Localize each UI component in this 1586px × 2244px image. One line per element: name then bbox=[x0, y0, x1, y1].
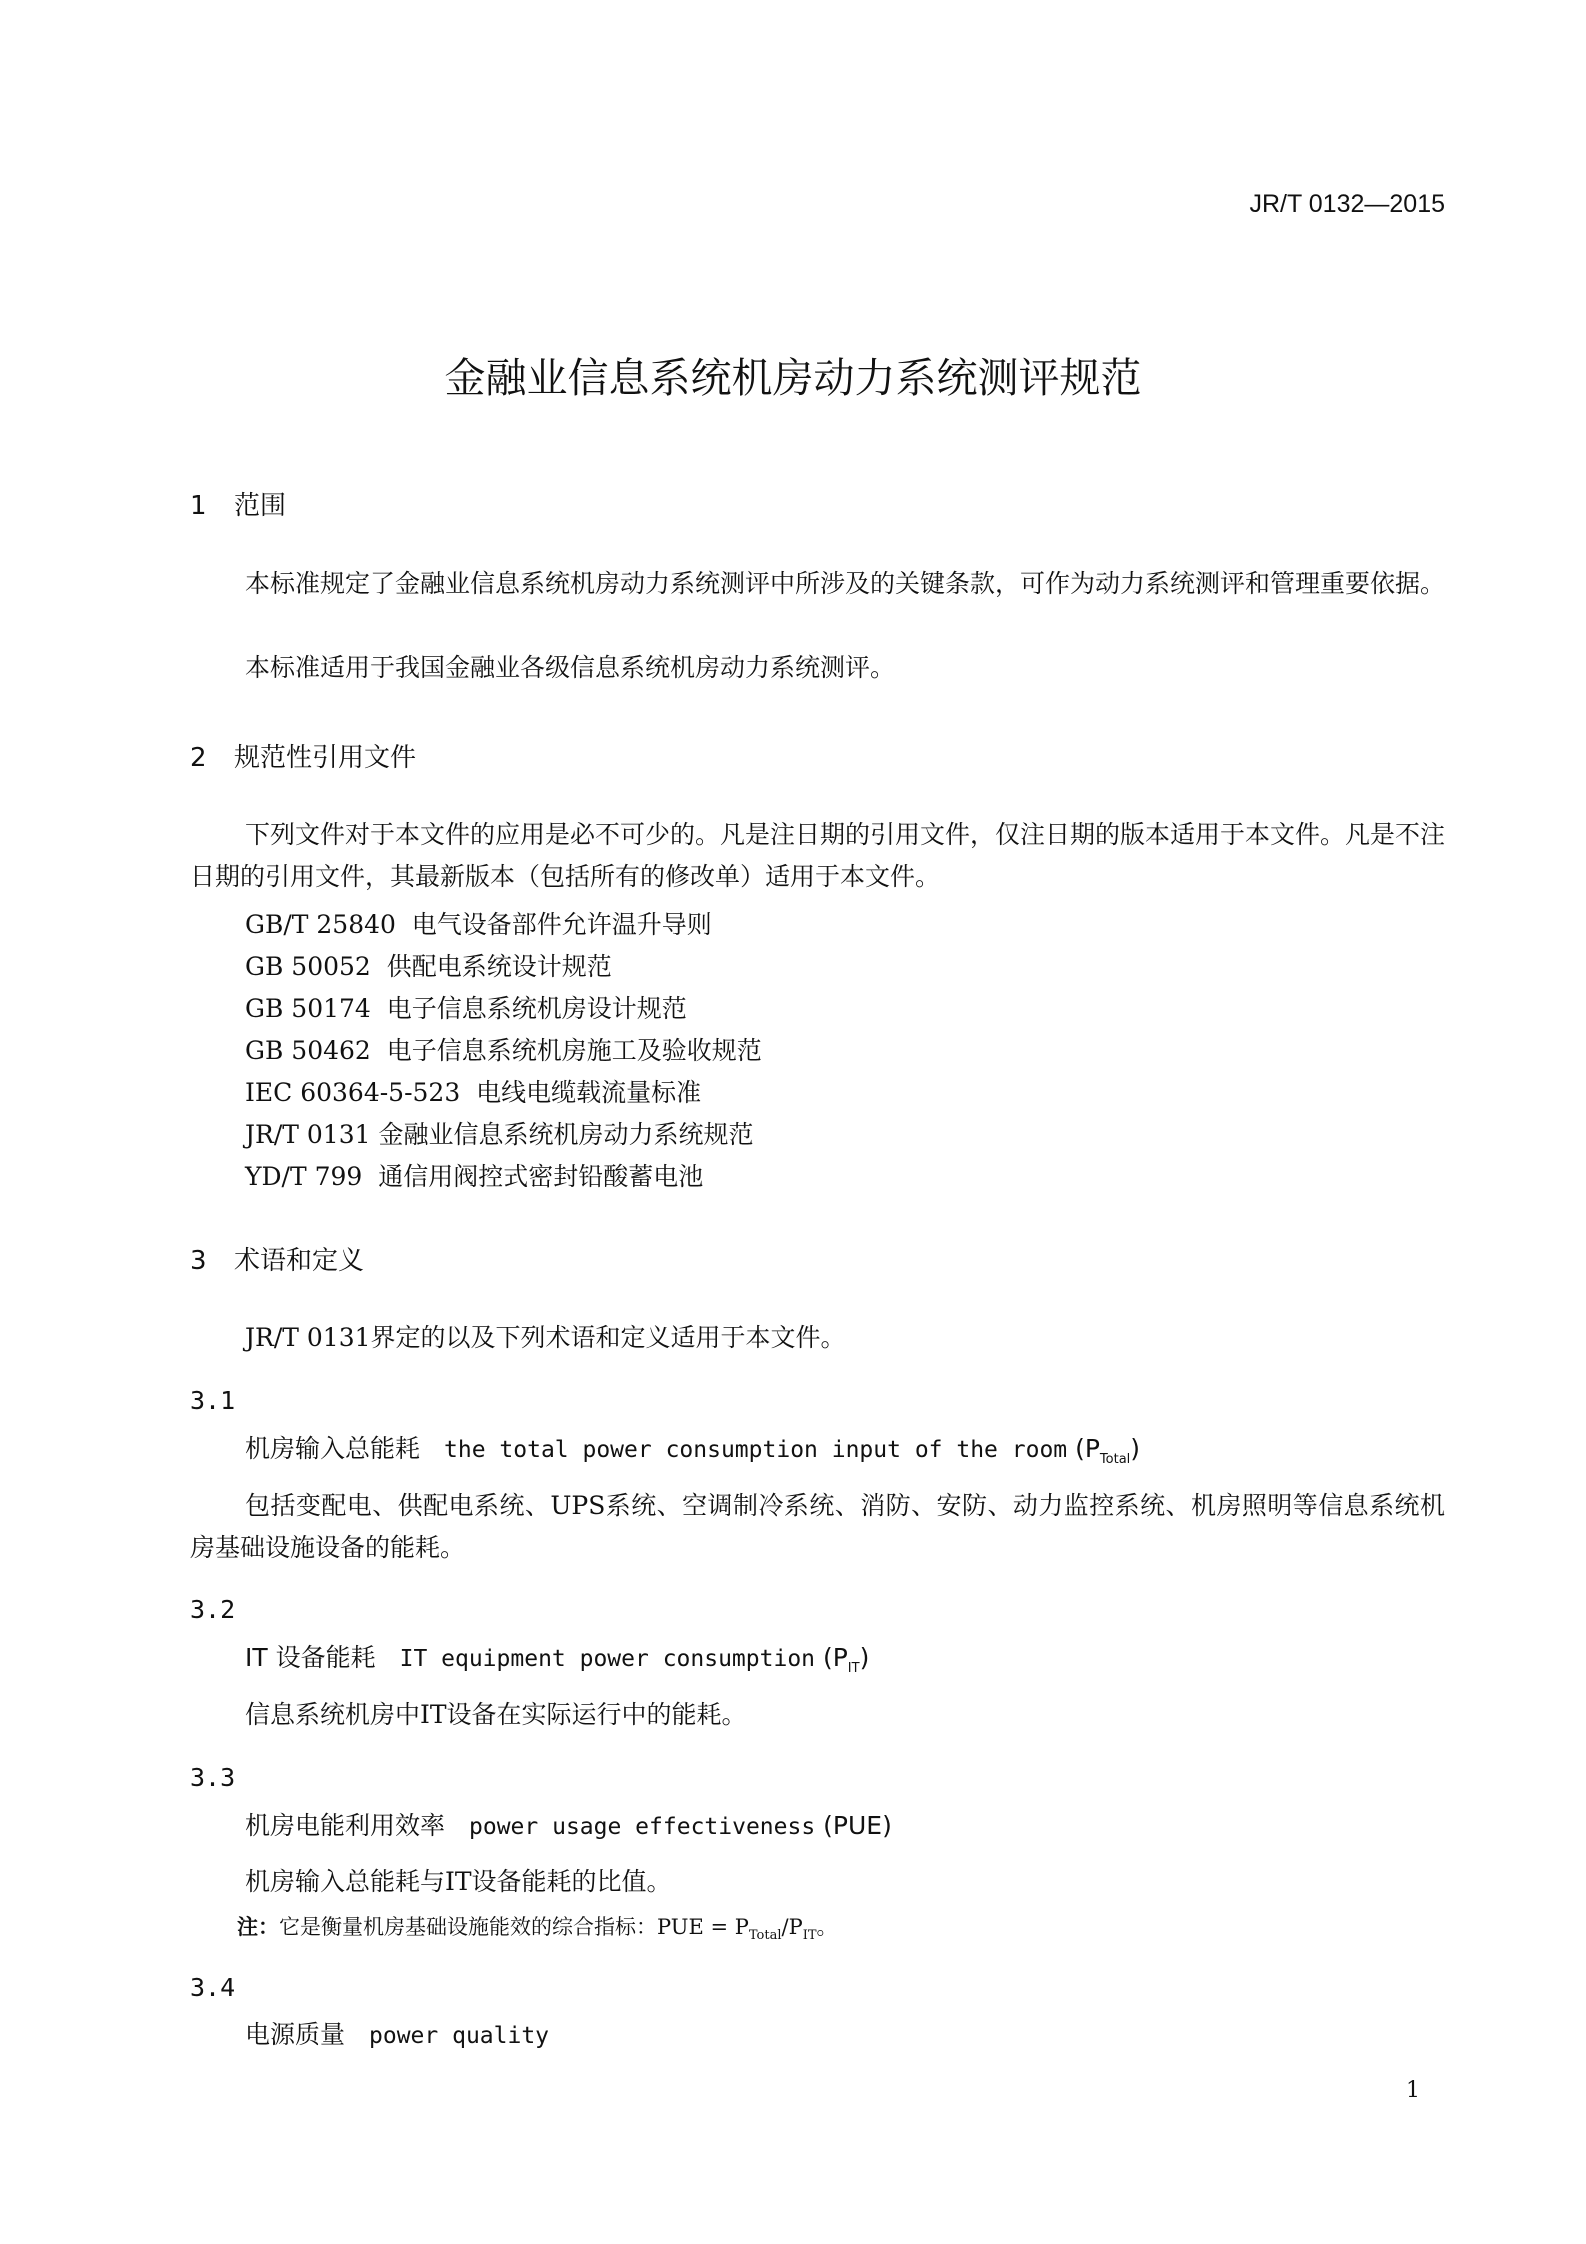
paragraph: 下列文件对于本文件的应用是必不可少的。凡是注日期的引用文件，仅注日期的版本适用于本文件。凡是不注日期的引用文件，其最新版本（包括所有的修改单）适用于本文件。 bbox=[190, 820, 1446, 891]
clause-number: 3.2 bbox=[190, 1595, 236, 1624]
reference-item: IEC 60364-5-523 电线电缆载流量标准 bbox=[245, 1078, 702, 1107]
clause-number: 3.3 bbox=[190, 1763, 236, 1792]
paragraph: 本标准规定了金融业信息系统机房动力系统测评中所涉及的关键条款，可作为动力系统测评和管理重要依据。 bbox=[245, 569, 1446, 598]
reference-item: JR/T 0131 金融业信息系统机房动力系统规范 bbox=[245, 1120, 754, 1149]
document-code: JR/T 0132—2015 bbox=[1249, 190, 1445, 218]
note: 注：它是衡量机房基础设施能效的综合指标：PUE = $P_{Total}/P_{IT}$。 bbox=[237, 1914, 838, 1944]
section-heading-3: 3 术语和定义 bbox=[190, 1246, 365, 1276]
term-heading: 机房电能利用效率 power usage effectiveness (PUE) bbox=[245, 1811, 892, 1840]
reference-item: GB 50462 电子信息系统机房施工及验收规范 bbox=[245, 1036, 762, 1065]
reference-item: GB/T 25840 电气设备部件允许温升导则 bbox=[245, 910, 712, 939]
term-definition: 信息系统机房中IT设备在实际运行中的能耗。 bbox=[245, 1700, 747, 1729]
document-title: 金融业信息系统机房动力系统测评规范 bbox=[444, 354, 1142, 402]
reference-item: GB 50174 电子信息系统机房设计规范 bbox=[245, 994, 687, 1023]
clause-number: 3.1 bbox=[190, 1386, 236, 1415]
term-definition: 机房输入总能耗与IT设备能耗的比值。 bbox=[245, 1867, 672, 1896]
paragraph: 本标准适用于我国金融业各级信息系统机房动力系统测评。 bbox=[245, 653, 896, 682]
section-heading-1: 1 范围 bbox=[190, 491, 287, 521]
term-heading: IT 设备能耗 IT equipment power consumption $(P_{IT})$ bbox=[245, 1643, 870, 1676]
reference-item: GB 50052 供配电系统设计规范 bbox=[245, 952, 612, 981]
paragraph: JR/T 0131界定的以及下列术语和定义适用于本文件。 bbox=[245, 1323, 846, 1352]
term-heading: 机房输入总能耗 the total power consumption input of the room $(P_{Total})$ bbox=[245, 1434, 1141, 1467]
reference-item: YD/T 799 通信用阀控式密封铅酸蓄电池 bbox=[245, 1162, 704, 1191]
clause-number: 3.4 bbox=[190, 1973, 236, 2002]
term-heading: 电源质量 power quality bbox=[245, 2020, 550, 2049]
section-heading-2: 2 规范性引用文件 bbox=[190, 743, 417, 773]
term-definition: 包括变配电、供配电系统、UPS系统、空调制冷系统、消防、安防、动力监控系统、机房照明等信息系统机房基础设施设备的能耗。 bbox=[190, 1491, 1445, 1562]
page-number: 1 bbox=[1406, 2078, 1420, 2103]
